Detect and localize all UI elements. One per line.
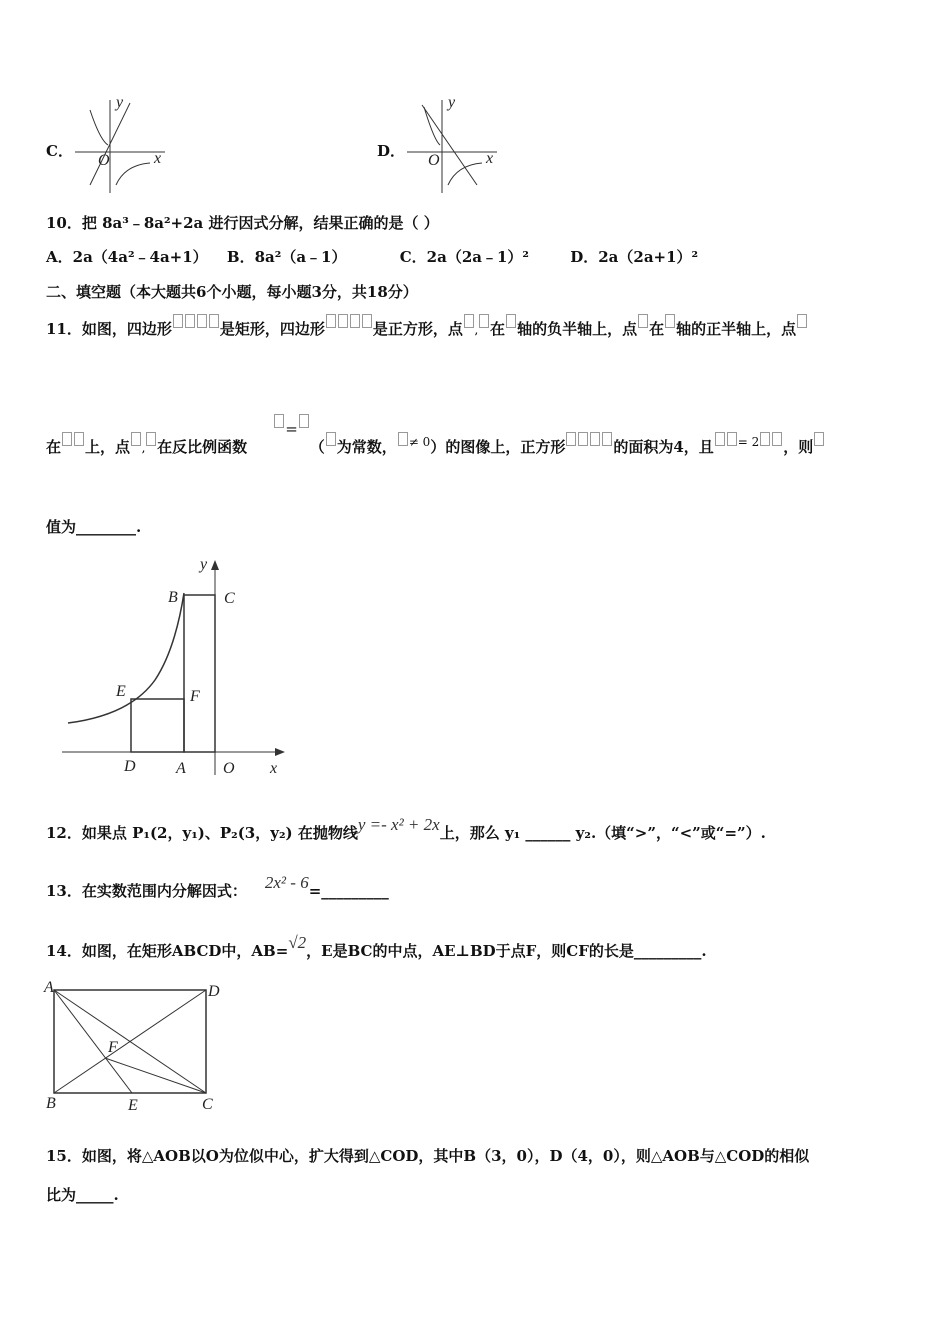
svg-text:F: F: [108, 1039, 118, 1056]
question-14: 14．如图，在矩形ABCD中，AB=√2，E是BC的中点，AE⊥BD于点F，则CF的长是_________.: [46, 933, 707, 960]
q10-option-b: B．8a²（a﹣1）: [226, 248, 347, 266]
svg-text:x: x: [486, 150, 494, 167]
q11-line3: 值为________.: [46, 518, 142, 536]
question-13: 13．在实数范围内分解因式： 2x² - 6=_________: [46, 873, 389, 900]
svg-text:O: O: [98, 152, 110, 169]
svg-text:E: E: [116, 683, 126, 700]
question-12: 12．如果点 P₁(2，y₁)、P₂(3，y₂) 在抛物线y =- x² + 2x上，那么 y₁ ______ y₂.（填“>”，“<”或“=”）.: [46, 815, 766, 842]
q11-figure: [60, 555, 290, 780]
svg-text:C: C: [224, 590, 235, 607]
q10-option-c: C．2a（2a﹣1）²: [399, 248, 529, 266]
svg-text:D: D: [208, 983, 220, 1000]
q10-option-d: D．2a（2a+1）²: [570, 248, 699, 266]
option-c-graph: [70, 95, 170, 195]
svg-text:x: x: [154, 150, 162, 167]
question-10: 10．把 8a³﹣8a²+2a 进行因式分解，结果正确的是（ ）: [46, 214, 439, 232]
q10-option-a: A．2a（4a²﹣4a+1）: [46, 248, 208, 266]
q14-figure: [42, 978, 227, 1113]
q15-line2: 比为_____.: [46, 1186, 119, 1204]
option-d-label: D．: [377, 142, 406, 160]
svg-text:A: A: [176, 760, 186, 777]
svg-text:O: O: [428, 152, 440, 169]
svg-text:y: y: [116, 95, 124, 111]
svg-text:O: O: [223, 760, 235, 777]
svg-text:C: C: [202, 1096, 213, 1113]
svg-text:F: F: [190, 688, 200, 705]
option-d-graph: [402, 95, 502, 195]
section-2-heading: 二、填空题（本大题共6个小题，每小题3分，共18分）: [46, 283, 418, 301]
q10-options: [46, 246, 698, 267]
svg-text:B: B: [46, 1095, 56, 1112]
svg-text:x: x: [270, 760, 278, 777]
svg-text:y: y: [448, 95, 456, 111]
svg-text:y: y: [200, 556, 208, 573]
svg-text:D: D: [124, 758, 136, 775]
q11-line1: 11．如图，四边形 是矩形，四边形 是正方形，点 , 在 轴的负半轴上，点 在 轴的正半轴上，点: [46, 318, 808, 339]
svg-text:B: B: [168, 589, 178, 606]
q11-line2: 在 上，点 , 在反比例函数=（ 为常数， $^{\ne 0}$）的图像上，正方形 的面积为4，且 $^{= 2}$ ，则: [46, 436, 825, 457]
option-c-label: C．: [46, 142, 73, 160]
q15-line1: 15．如图，将△AOB以O为位似中心，扩大得到△COD，其中B（3，0），D（4，0），则△AOB与△COD的相似: [46, 1147, 810, 1165]
svg-text:A: A: [44, 979, 54, 996]
svg-text:E: E: [128, 1097, 138, 1113]
